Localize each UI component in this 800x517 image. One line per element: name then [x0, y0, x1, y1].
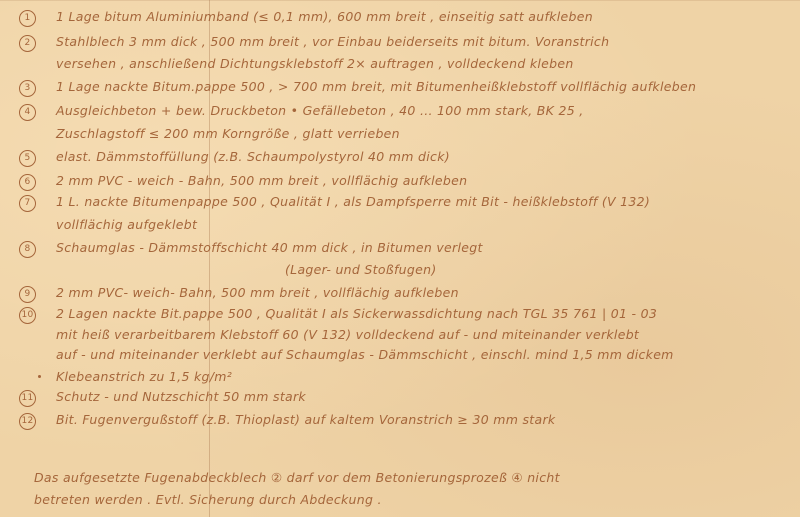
item-text: Bit. Fugenvergußstoff (z.B. Thioplast) auf kaltem Voranstrich ≥ 30 mm stark	[56, 412, 556, 427]
item-text: elast. Dämmstoffüllung (z.B. Schaumpolystyrol 40 mm dick)	[56, 149, 450, 164]
item-row-10-continued	[0, 327, 800, 347]
item-number: 2	[19, 35, 36, 52]
footer-note-line-2	[0, 492, 800, 512]
item-text: Schaumglas - Dämmstoffschicht 40 mm dick , in Bitumen verlegt	[56, 240, 483, 255]
item-row-8-continued	[0, 262, 800, 282]
item-row-10-continued	[0, 347, 800, 367]
item-row-1	[0, 9, 800, 29]
item-text: 2 mm PVC - weich - Bahn, 500 mm breit , vollflächig aufkleben	[56, 173, 468, 188]
item-number: 3	[19, 80, 36, 97]
item-text: Zuschlagstoff ≤ 200 mm Korngröße , glatt verrieben	[56, 126, 400, 141]
item-text: Klebeanstrich zu 1,5 kg/m²	[56, 369, 233, 384]
footer-text: betreten werden . Evtl. Sicherung durch Abdeckung .	[34, 492, 382, 507]
item-row-7	[0, 194, 800, 214]
item-number: 9	[19, 286, 36, 303]
item-row-8	[0, 240, 800, 260]
item-row-2-continued	[0, 56, 800, 76]
item-text: 1 Lage nackte Bitum.pappe 500 , > 700 mm breit, mit Bitumenheißklebstoff vollflächig aufkleben	[56, 79, 697, 94]
item-row-4-continued	[0, 126, 800, 146]
rule-line	[0, 0, 800, 1]
item-number: 5	[19, 150, 36, 167]
item-text: 2 Lagen nackte Bit.pappe 500 , Qualität I als Sickerwassdichtung nach TGL 35 761 | 01 - 03	[56, 306, 658, 321]
item-number: 6	[19, 174, 36, 191]
item-text: mit heiß verarbeitbarem Klebstoff 60 (V 132) volldeckend auf - und miteinander verklebt	[56, 327, 640, 342]
item-row-11	[0, 389, 800, 409]
item-row-2	[0, 34, 800, 54]
item-number: 1	[19, 10, 36, 27]
item-text: versehen , anschließend Dichtungsklebstoff 2× auftragen , volldeckend kleben	[56, 56, 574, 71]
item-text: (Lager- und Stoßfugen)	[285, 262, 437, 277]
item-text: 1 L. nackte Bitumenpappe 500 , Qualität I , als Dampfsperre mit Bit - heißklebstoff (V 132)	[56, 194, 651, 209]
item-number: 4	[19, 104, 36, 121]
item-text: 1 Lage bitum Aluminiumband (≤ 0,1 mm), 600 mm breit , einseitig satt aufkleben	[56, 9, 593, 24]
item-row-6	[0, 173, 800, 193]
item-text: Ausgleichbeton + bew. Druckbeton • Gefällebeton , 40 ... 100 mm stark, BK 25 ,	[56, 103, 584, 118]
item-number: 11	[19, 390, 36, 407]
bullet-dot	[38, 375, 41, 378]
item-text: 2 mm PVC- weich- Bahn, 500 mm breit , vollflächig aufkleben	[56, 285, 459, 300]
footer-note-line-1	[0, 470, 800, 490]
item-number: 8	[19, 241, 36, 258]
item-number: 7	[19, 195, 36, 212]
item-number: 10	[19, 307, 36, 324]
item-row-7-continued	[0, 217, 800, 237]
item-row-12	[0, 412, 800, 432]
item-text: Schutz - und Nutzschicht 50 mm stark	[56, 389, 306, 404]
item-row-5	[0, 149, 800, 169]
item-row-10	[0, 306, 800, 326]
item-row-4	[0, 103, 800, 123]
item-number: 12	[19, 413, 36, 430]
item-row-3	[0, 79, 800, 99]
item-text: vollflächig aufgeklebt	[56, 217, 198, 232]
footer-text: Das aufgesetzte Fugenabdeckblech ② darf vor dem Betonierungsprozeß ④ nicht	[34, 470, 560, 485]
item-row-10-continued	[0, 369, 800, 389]
item-text: Stahlblech 3 mm dick , 500 mm breit , vor Einbau beiderseits mit bitum. Voranstrich	[56, 34, 610, 49]
item-text: auf - und miteinander verklebt auf Schaumglas - Dämmschicht , einschl. mind 1,5 mm dickem	[56, 347, 674, 362]
item-row-9	[0, 285, 800, 305]
